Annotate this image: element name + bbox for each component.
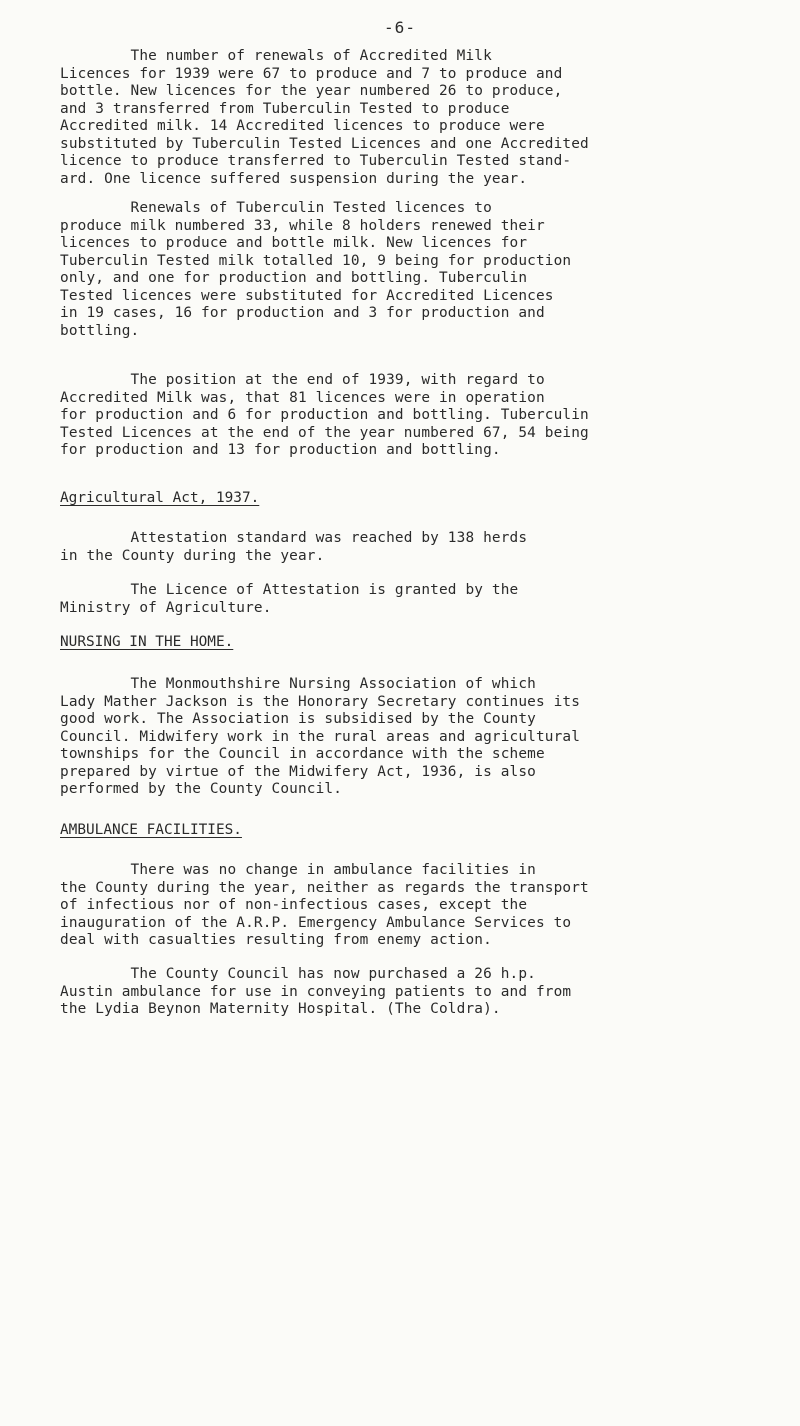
ambulance-section [60,822,750,840]
licence-attestation-paragraph: The Licence of Attestation is granted by the Ministry of Agriculture. [60,582,519,616]
attestation-paragraph: Attestation standard was reached by 138 herds in the County during the year. [60,530,528,564]
agricultural-act-heading: Agricultural Act, 1937. [60,490,260,506]
milk-paragraph-renewals-accredited: The number of renewals of Accredited Milk Licences for 1939 were 67 to produce and 7 to produce and bottle. New licences for the year numbered 26 to produce, and 3 transferred from Tuberculin Tested to produce Accredited milk. 14 Accredited licences to produce were substituted by Tuberculin Tested Licences and one Accredited licence to produce transferred to Tuberculin Tested stand- ard. One licence suffered suspension during the year. [60,48,589,187]
ambulance-paragraph-facilities: There was no change in ambulance facilities in the County during the year, neither as regards the transport of infectious nor of non-infectious cases, except the inauguration of the A.R.P. Emergency Ambulance Services to deal with casualties resulting from enemy action. [60,862,589,948]
licence-attestation-block [60,582,750,617]
ambulance-block-1 [60,862,750,950]
nursing-section [60,634,750,652]
ambulance-paragraph-purchase: The County Council has now purchased a 26 h.p. Austin ambulance for use in conveying patients to and from the Lydia Beynon Maternity Hospital. (The Coldra). [60,966,572,1017]
attestation-block [60,530,750,565]
ambulance-block-2 [60,966,750,1019]
milk-licences-section [60,48,750,188]
agricultural-act-section [60,490,750,508]
milk-paragraph-renewals-tuberculin: Renewals of Tuberculin Tested licences to produce milk numbered 33, while 8 holders renewed their licences to produce and bottle milk. New licences for Tuberculin Tested milk totalled 10, 9 being for production only, and one for production and bottling. Tuberculin Tested licences were substituted for Accredited Licences in 19 cases, 16 for production and 3 for production and bottling. [60,200,572,339]
milk-position-section [60,372,750,460]
nursing-block [60,676,750,799]
milk-paragraph-position: The position at the end of 1939, with regard to Accredited Milk was, that 81 licences were in operation for production and 6 for production and bottling. Tuberculin Tested Licences at the end of the year numbered 67, 54 being for production and 13 for production and bottling. [60,372,589,458]
nursing-heading: NURSING IN THE HOME. [60,634,234,650]
ambulance-heading: AMBULANCE FACILITIES. [60,822,242,838]
nursing-paragraph: The Monmouthshire Nursing Association of which Lady Mather Jackson is the Honorary Secretary continues its good work. The Association is subsidised by the County Council. Midwifery work in the rural areas and agricultural townships for the Council in accordance with the scheme prepared by virtue of the Midwifery Act, 1936, is also performed by the County Council. [60,676,581,797]
milk-tuberculin-section [60,200,750,340]
page-number: -6- [384,18,416,37]
